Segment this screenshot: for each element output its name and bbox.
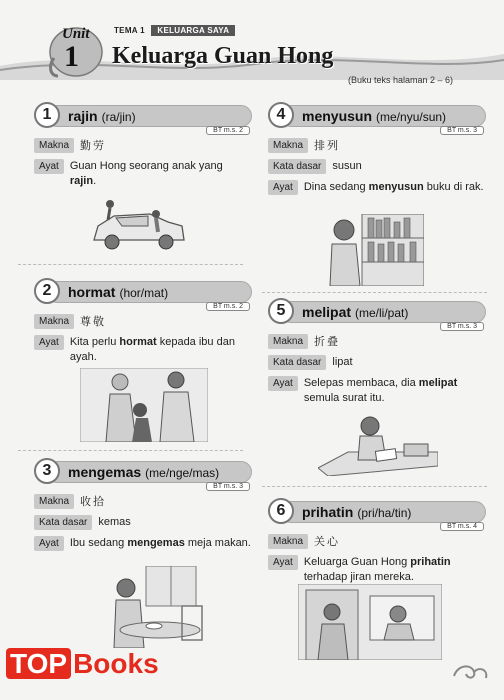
makna-row	[268, 534, 486, 549]
card-word	[68, 284, 168, 300]
ayat-text-end: .	[93, 175, 97, 187]
vocab-card-6	[268, 498, 486, 585]
makna-row	[268, 334, 486, 349]
unit-number: 1	[64, 40, 79, 73]
word-text: melipat	[302, 304, 352, 320]
word-syllables: (pri/ha/tin)	[357, 506, 412, 520]
section-divider	[262, 292, 487, 293]
makna-value: 收拾	[80, 495, 107, 508]
ayat-row	[268, 555, 486, 585]
ayat-row	[268, 180, 486, 195]
ayat-sentence	[70, 335, 252, 365]
ayat-text: Ibu sedang	[69, 537, 128, 549]
section-divider	[18, 450, 243, 451]
girl-arranging-books-illustration	[322, 214, 424, 286]
makna-row	[34, 494, 252, 509]
makna-value: 折叠	[314, 335, 341, 348]
ayat-text-end: terhadap jiran mereka.	[303, 571, 414, 583]
ayat-text-end: buku di rak.	[423, 181, 484, 193]
bt-page-ref: BT m.s. 3	[206, 482, 250, 491]
card-word	[302, 504, 411, 520]
card-number: 2	[34, 278, 60, 304]
card-header	[34, 102, 252, 134]
kata-dasar-row	[268, 355, 486, 370]
card-number: 3	[34, 458, 60, 484]
word-syllables: (hor/mat)	[119, 286, 169, 300]
topbooks-watermark-logo	[6, 648, 159, 680]
makna-value: 排列	[314, 139, 341, 152]
word-text: prihatin	[302, 504, 354, 520]
card-header	[34, 458, 252, 490]
word-text: mengemas	[68, 464, 142, 480]
ayat-label: Ayat	[34, 335, 64, 350]
vocab-card-4	[268, 102, 486, 195]
kata-dasar-value: kemas	[98, 516, 131, 528]
theme-name: KELUARGA SAYA	[151, 25, 235, 36]
makna-label: Makna	[268, 138, 308, 153]
makna-label: Makna	[268, 534, 308, 549]
ayat-sentence	[70, 159, 252, 189]
ayat-sentence	[70, 536, 251, 551]
corner-swirl-icon	[450, 660, 490, 684]
ayat-label: Ayat	[34, 159, 64, 174]
kata-dasar-label: Kata dasar	[34, 515, 92, 530]
ayat-sentence	[304, 555, 486, 585]
unit-header	[0, 0, 504, 92]
family-greeting-illustration	[80, 368, 208, 442]
watermark-top: TOP	[6, 648, 71, 679]
ayat-row	[34, 335, 252, 365]
ayat-sentence	[304, 180, 484, 195]
ayat-label: Ayat	[268, 376, 298, 391]
card-number: 4	[268, 102, 294, 128]
ayat-sentence	[304, 376, 486, 406]
card-header	[268, 498, 486, 530]
section-divider	[262, 486, 487, 487]
makna-row	[268, 138, 486, 153]
ayat-keyword: hormat	[119, 336, 157, 348]
makna-value: 尊敬	[80, 315, 107, 328]
vocab-card-2	[34, 278, 252, 365]
makna-row	[34, 138, 252, 153]
ayat-text-end: semula surat itu.	[303, 392, 385, 404]
makna-value: 勤劳	[80, 139, 107, 152]
kata-dasar-value: susun	[332, 160, 362, 172]
watermark-books: Books	[73, 648, 159, 679]
bt-page-ref: BT m.s. 4	[440, 522, 484, 531]
ayat-text: Kita perlu	[69, 336, 120, 348]
card-header	[268, 102, 486, 134]
textbook-page-ref: (Buku teks halaman 2 – 6)	[348, 75, 454, 85]
unit-label: Unit	[62, 26, 90, 42]
ayat-keyword: mengemas	[127, 537, 185, 549]
ayat-keyword: melipat	[418, 377, 458, 389]
ayat-keyword: menyusun	[368, 181, 424, 193]
makna-label: Makna	[34, 138, 74, 153]
ayat-text-end: kepada ibu dan ayah.	[69, 336, 235, 363]
ayat-keyword: rajin	[69, 175, 94, 187]
makna-label: Makna	[34, 314, 74, 329]
card-word	[302, 108, 446, 124]
card-word	[68, 108, 136, 124]
ayat-keyword: prihatin	[410, 556, 451, 568]
ayat-label: Ayat	[268, 180, 298, 195]
kata-dasar-row	[34, 515, 252, 530]
makna-value: 关心	[314, 535, 341, 548]
word-syllables: (me/li/pat)	[355, 306, 409, 320]
card-number: 5	[268, 298, 294, 324]
bt-page-ref: BT m.s. 2	[206, 302, 250, 311]
ayat-row	[34, 536, 252, 551]
word-syllables: (me/nyu/sun)	[376, 110, 447, 124]
card-number: 6	[268, 498, 294, 524]
word-text: menyusun	[302, 108, 373, 124]
makna-label: Makna	[34, 494, 74, 509]
bt-page-ref: BT m.s. 3	[440, 322, 484, 331]
helping-neighbour-illustration	[298, 584, 442, 660]
word-syllables: (me/nge/mas)	[145, 466, 220, 480]
ayat-text: Selepas membaca, dia	[303, 377, 419, 389]
bt-page-ref: BT m.s. 3	[440, 126, 484, 135]
ayat-text-end: meja makan.	[184, 537, 251, 549]
ayat-row	[268, 376, 486, 406]
ayat-text: Keluarga Guan Hong	[303, 556, 411, 568]
card-header	[34, 278, 252, 310]
ayat-label: Ayat	[268, 555, 298, 570]
ayat-row	[34, 159, 252, 189]
vocab-card-3	[34, 458, 252, 551]
kata-dasar-row	[268, 159, 486, 174]
bt-page-ref: BT m.s. 2	[206, 126, 250, 135]
card-header	[268, 298, 486, 330]
vocab-card-5	[268, 298, 486, 406]
card-number: 1	[34, 102, 60, 128]
kata-dasar-label: Kata dasar	[268, 355, 326, 370]
kata-dasar-value: lipat	[332, 356, 353, 368]
car-washing-illustration	[90, 196, 190, 254]
unit-title: Keluarga Guan Hong	[112, 43, 334, 69]
mother-cleaning-table-illustration	[96, 566, 206, 648]
card-word	[302, 304, 408, 320]
ayat-text: Guan Hong seorang anak yang	[69, 160, 223, 172]
ayat-text: Dina sedang	[303, 181, 369, 193]
section-divider	[18, 264, 243, 265]
theme-tag	[114, 26, 235, 35]
ayat-label: Ayat	[34, 536, 64, 551]
vocab-card-1	[34, 102, 252, 189]
makna-row	[34, 314, 252, 329]
theme-label: TEMA 1	[114, 26, 145, 35]
kata-dasar-label: Kata dasar	[268, 159, 326, 174]
word-text: rajin	[68, 108, 98, 124]
word-text: hormat	[68, 284, 116, 300]
word-syllables: (ra/jin)	[101, 110, 136, 124]
card-word	[68, 464, 219, 480]
girl-folding-letter-illustration	[318, 414, 438, 476]
makna-label: Makna	[268, 334, 308, 349]
